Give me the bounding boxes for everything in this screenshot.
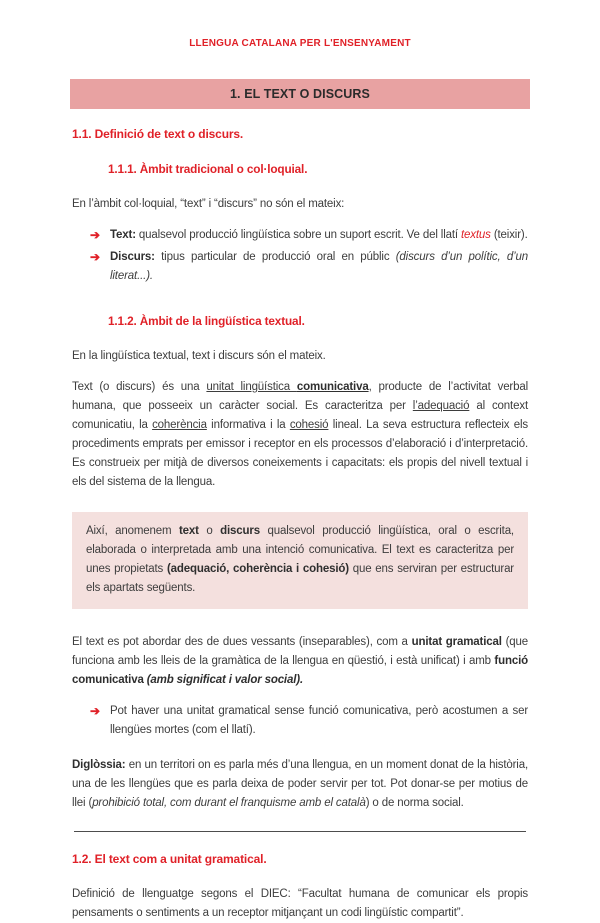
term-underline-bold: comunicativa (296, 381, 369, 393)
term-label: Diglòssia: (72, 759, 126, 771)
text-run: Així, anomenem (86, 525, 179, 537)
heading-1-1: 1.1. Definició de text o discurs. (72, 127, 244, 141)
text-run: tipus particular de producció oral en públic (154, 251, 396, 263)
term-underline: l’adequació (412, 400, 470, 412)
bullet-item-text (90, 226, 528, 245)
example-italic: prohibició total, com durant el franquisme amb el català (92, 797, 366, 809)
term-bold: unitat gramatical (411, 636, 502, 648)
bullet-item-discurs-body (110, 248, 528, 286)
term-label: Discurs: (110, 251, 155, 263)
term-label: Text: (110, 229, 136, 241)
text-run: qualsevol producció lingüística sobre un suport escrit. Ve del llatí (135, 229, 461, 241)
text-run: qualsevol producció lingüística, oral o escrita, elaborada o interpretada amb una intenció comunicativa. El text es caracteritza per unes propietats (86, 525, 514, 575)
arrow-bullet-icon: ➔ (90, 704, 100, 718)
banner-title: 1. EL TEXT O DISCURS (230, 86, 370, 101)
document-header-title: LLENGUA CATALANA PER L'ENSENYAMENT (189, 38, 411, 49)
paragraph-diglossia (72, 756, 528, 813)
term-bold: text (178, 525, 199, 537)
term-underline: cohesió (289, 419, 329, 431)
heading-1-2: 1.2. El text com a unitat gramatical. (72, 852, 267, 866)
paragraph-vessants (72, 633, 528, 690)
paragraph-textual-intro: En la lingüística textual, text i discurs són el mateix. (72, 350, 326, 362)
arrow-bullet-icon: ➔ (90, 250, 100, 264)
paragraph-diec-definition: Definició de llenguatge segons el DIEC: “Facultat humana de comunicar els propis pensaments o sentiments a un receptor mitjançant un codi lingüístic compartit”. (72, 888, 528, 919)
text-run: al context comunicatiu, la (72, 400, 528, 431)
paragraph-colloquial-intro: En l’àmbit col·loquial, “text” i “discurs” no són el mateix: (72, 198, 345, 210)
text-run: , producte de l’activitat verbal humana, que posseeix un caràcter social. Es caracteritza per (72, 381, 529, 412)
term-bold: discurs (220, 525, 260, 537)
term-underline: coherència (152, 419, 207, 431)
text-run: Text (o discurs) és una (72, 381, 207, 393)
paragraph-text-definition (72, 378, 528, 492)
heading-1-1-1: 1.1.1. Àmbit tradicional o col·loquial. (108, 162, 308, 176)
term-bold-italic: (amb significat i valor social). (146, 674, 303, 686)
latin-term: textus (460, 229, 491, 241)
text-run: ) o de norma social. (365, 797, 464, 809)
bullet-item-text-body (110, 226, 528, 245)
text-run: o (198, 525, 221, 537)
bullet-item-discurs (90, 248, 528, 286)
text-run: que ens serviran per estructurar els apartats següents. (86, 563, 514, 594)
bullet-item-llengues-mortes (90, 702, 528, 740)
section-banner (70, 79, 530, 109)
text-run: El text es pot abordar des de dues vessants (inseparables), com a (72, 636, 412, 648)
example-italic: (discurs d’un polític, d’un literat...). (110, 251, 529, 282)
section-divider (74, 831, 526, 832)
bullet-list-text-discurs (90, 226, 528, 286)
arrow-bullet-icon: ➔ (90, 228, 100, 242)
term-underline: unitat lingüística (206, 381, 297, 393)
highlight-box (72, 512, 528, 609)
text-run: (que funciona amb les lleis de la gramàtica de la llengua en qüestió, i està unificat) i amb (72, 636, 529, 667)
text-run: lineal. La seva estructura reflecteix els procediments emprats per emissor i receptor en els processos d’elaboració i d’interpretació. Es construeix per mitjà de diversos coneixements i capacitats: els propis del nivell textual i els del sistema de la llengua. (72, 419, 528, 488)
text-run: (teixir). (490, 229, 528, 241)
heading-1-1-2: 1.1.2. Àmbit de la lingüística textual. (108, 314, 305, 328)
text-run: informativa i la (206, 419, 290, 431)
text-run: en un territori on es parla més d’una llengua, en un moment donat de la història, una de les llengües que es parla deixa de poder servir per tot. Pot donar-se per motius de llei ( (72, 759, 528, 809)
term-bold: funció comunicativa (72, 655, 528, 686)
term-bold: (adequació, coherència i cohesió) (166, 563, 349, 575)
bullet-item-llengues-mortes-body: Pot haver una unitat gramatical sense funció comunicativa, però acostumen a ser llengües mortes (com el llatí). (110, 705, 528, 736)
bullet-list-gramatical (90, 702, 528, 740)
